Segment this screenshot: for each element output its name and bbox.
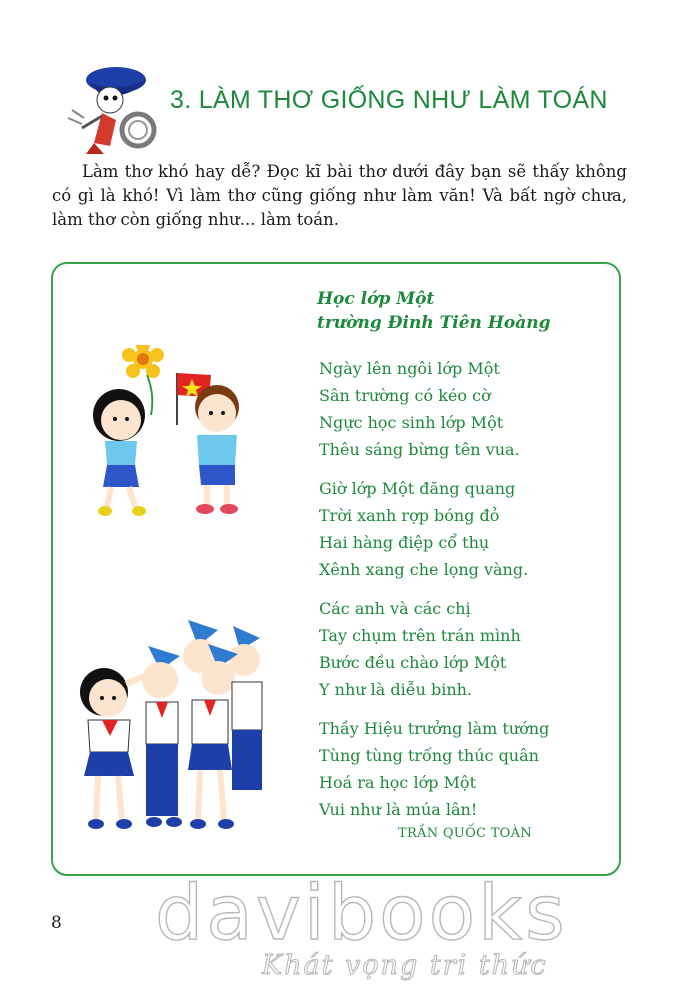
poem-line: Ngày lên ngôi lớp Một	[319, 359, 500, 378]
watermark-tagline: Khát vọng tri thức	[262, 950, 548, 981]
poem-line: Ngực học sinh lớp Một	[319, 413, 504, 432]
watermark-brand: davibooks	[155, 868, 568, 957]
poem-stanza	[319, 475, 549, 583]
poem-line: Bước đều chào lớp Một	[319, 653, 507, 672]
intro-paragraph: Làm thơ khó hay dễ? Đọc kĩ bài thơ dưới đây bạn sẽ thấy không có gì là khó! Vì làm thơ cũng giống như làm văn! Và bất ngờ chưa, làm thơ còn giống như... làm toán.	[52, 162, 627, 229]
poem-line: Các anh và các chị	[319, 599, 471, 618]
saluting-pioneers-illustration	[68, 620, 268, 835]
poem-line: Thêu sáng bừng tên vua.	[319, 440, 520, 459]
poem-line: Hoá ra học lớp Một	[319, 773, 476, 792]
poem-line: Tùng tùng trống thúc quân	[319, 746, 539, 765]
poem-line: Giờ lớp Một đăng quang	[319, 479, 516, 498]
page-title: 3. LÀM THƠ GIỐNG NHƯ LÀM TOÁN	[170, 86, 608, 114]
poem-line: Trời xanh rợp bóng đỏ	[319, 506, 500, 525]
mascot-icon	[58, 58, 168, 158]
poem-author: TRẦN QUỐC TOÀN	[398, 826, 532, 841]
poem-title	[317, 287, 551, 335]
poem-line: Y như là diễu binh.	[319, 680, 473, 699]
poem-line: Thầy Hiệu trưởng làm tướng	[319, 719, 550, 738]
poem-stanza	[319, 355, 549, 463]
poem-body	[319, 355, 549, 835]
poem-title-line: Học lớp Một	[317, 289, 435, 309]
poem-stanza	[319, 715, 549, 823]
page-number: 8	[51, 913, 62, 933]
poem-line: Xênh xang che lọng vàng.	[319, 560, 529, 579]
poem-line: Hai hàng điệp cổ thụ	[319, 533, 490, 552]
poem-line: Sân trường có kéo cờ	[319, 386, 491, 405]
kids-with-flag-illustration	[85, 345, 260, 520]
poem-title-line: trường Đinh Tiên Hoàng	[317, 313, 551, 333]
poem-stanza	[319, 595, 549, 703]
poem-line: Vui như là múa lân!	[319, 800, 478, 819]
poem-line: Tay chụm trên trán mình	[319, 626, 521, 645]
